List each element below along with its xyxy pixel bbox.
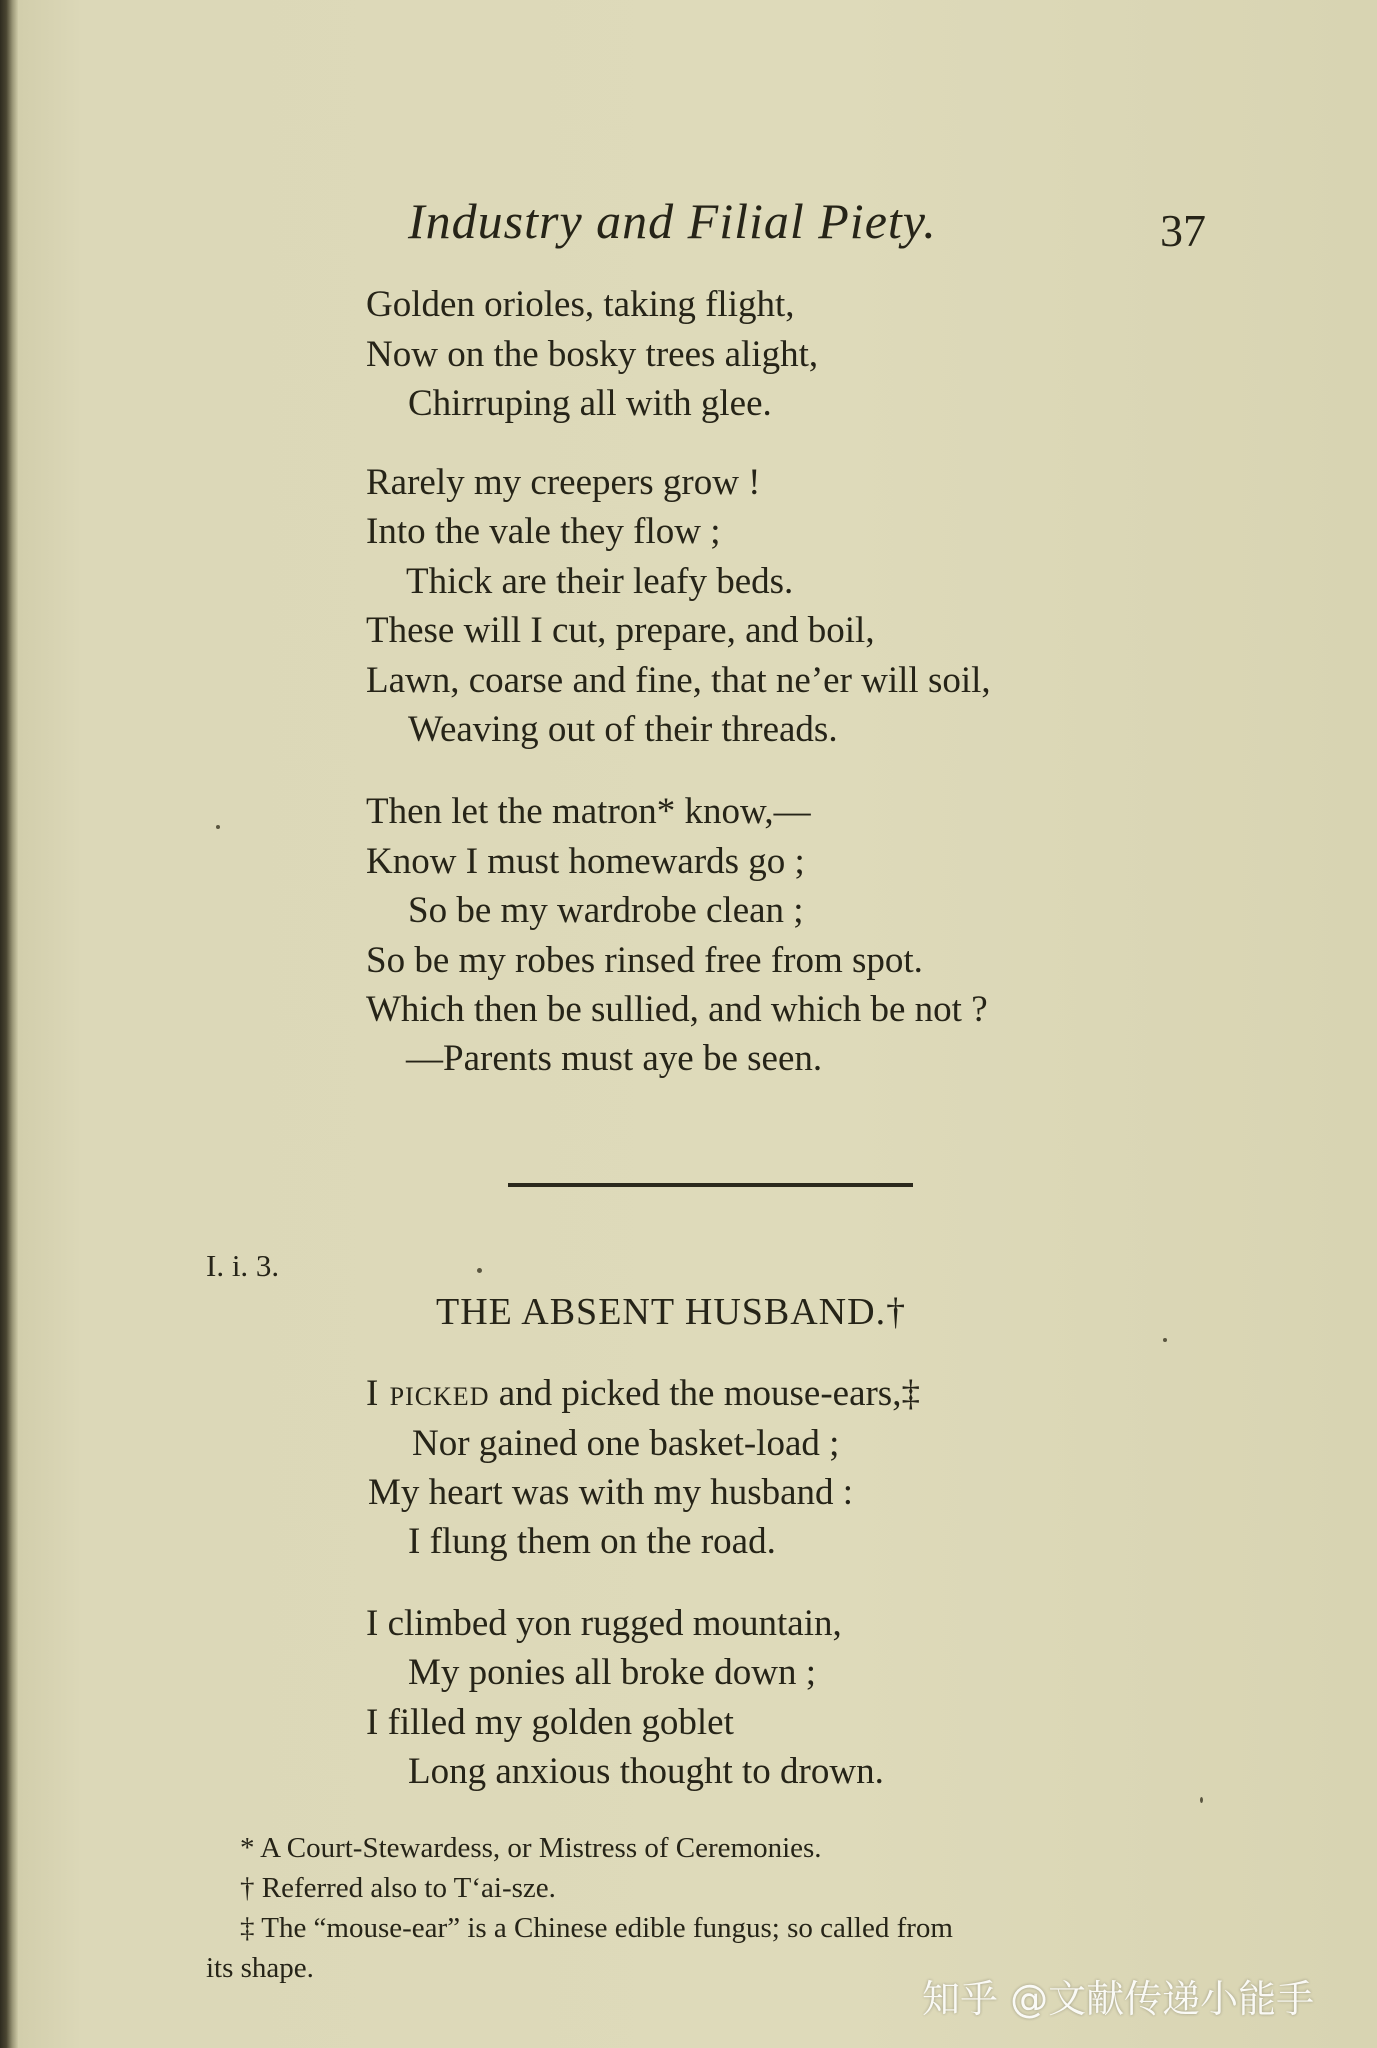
scan-speck bbox=[1163, 1338, 1167, 1342]
section-number: I. i. 3. bbox=[206, 1248, 280, 1283]
poem-line: Into the vale they flow ; bbox=[366, 511, 721, 552]
poem-line: Nor gained one basket-load ; bbox=[412, 1423, 840, 1464]
poem-line: Weaving out of their threads. bbox=[408, 709, 838, 750]
poem-line: Know I must homewards go ; bbox=[366, 841, 805, 882]
poem-line: Long anxious thought to drown. bbox=[408, 1751, 884, 1792]
scan-speck bbox=[477, 1268, 482, 1273]
scan-speck bbox=[1200, 1797, 1203, 1803]
poem-line: —Parents must aye be seen. bbox=[406, 1038, 823, 1079]
footnote: † Referred also to T‘ai-sze. bbox=[240, 1872, 556, 1904]
poem-line: Then let the matron* know,— bbox=[366, 791, 811, 832]
poem-line: Rarely my creepers grow ! bbox=[366, 462, 761, 503]
poem-line: I flung them on the road. bbox=[408, 1521, 776, 1562]
poem-line: My ponies all broke down ; bbox=[408, 1652, 816, 1693]
footnote: ‡ The “mouse-ear” is a Chinese edible fungus; so called from bbox=[240, 1912, 953, 1944]
poem-line: Thick are their leafy beds. bbox=[406, 561, 794, 602]
poem-line: So be my wardrobe clean ; bbox=[408, 890, 804, 931]
poem-line: I filled my golden goblet bbox=[366, 1702, 734, 1743]
poem-line: Now on the bosky trees alight, bbox=[366, 334, 819, 375]
poem-line: These will I cut, prepare, and boil, bbox=[366, 610, 875, 651]
poem-line bbox=[366, 1375, 920, 1412]
poem-line: I climbed yon rugged mountain, bbox=[366, 1603, 842, 1644]
footnote: * A Court-Stewardess, or Mistress of Ceremonies. bbox=[240, 1832, 822, 1864]
footnote: its shape. bbox=[206, 1952, 314, 1984]
section-divider-rule bbox=[508, 1183, 913, 1187]
poem-line: Lawn, coarse and fine, that ne’er will soil, bbox=[366, 660, 991, 701]
poem-line: Golden orioles, taking flight, bbox=[366, 284, 795, 325]
running-head: Industry and Filial Piety. bbox=[408, 193, 937, 249]
poem-line: Chirruping all with glee. bbox=[408, 383, 772, 424]
poem-line: My heart was with my husband : bbox=[368, 1472, 854, 1513]
poem-line: Which then be sullied, and which be not ? bbox=[366, 989, 988, 1030]
poem-first-word: I picked bbox=[366, 1373, 490, 1414]
poem-line-rest: and picked the mouse-ears,‡ bbox=[489, 1373, 920, 1414]
page-number: 37 bbox=[1160, 205, 1206, 256]
book-spine-shadow bbox=[0, 0, 18, 2048]
watermark-text: 知乎 @文献传递小能手 bbox=[922, 1977, 1315, 2021]
poem-line: So be my robes rinsed free from spot. bbox=[366, 940, 923, 981]
poem-title: THE ABSENT HUSBAND.† bbox=[436, 1291, 907, 1333]
scan-speck bbox=[216, 825, 220, 829]
